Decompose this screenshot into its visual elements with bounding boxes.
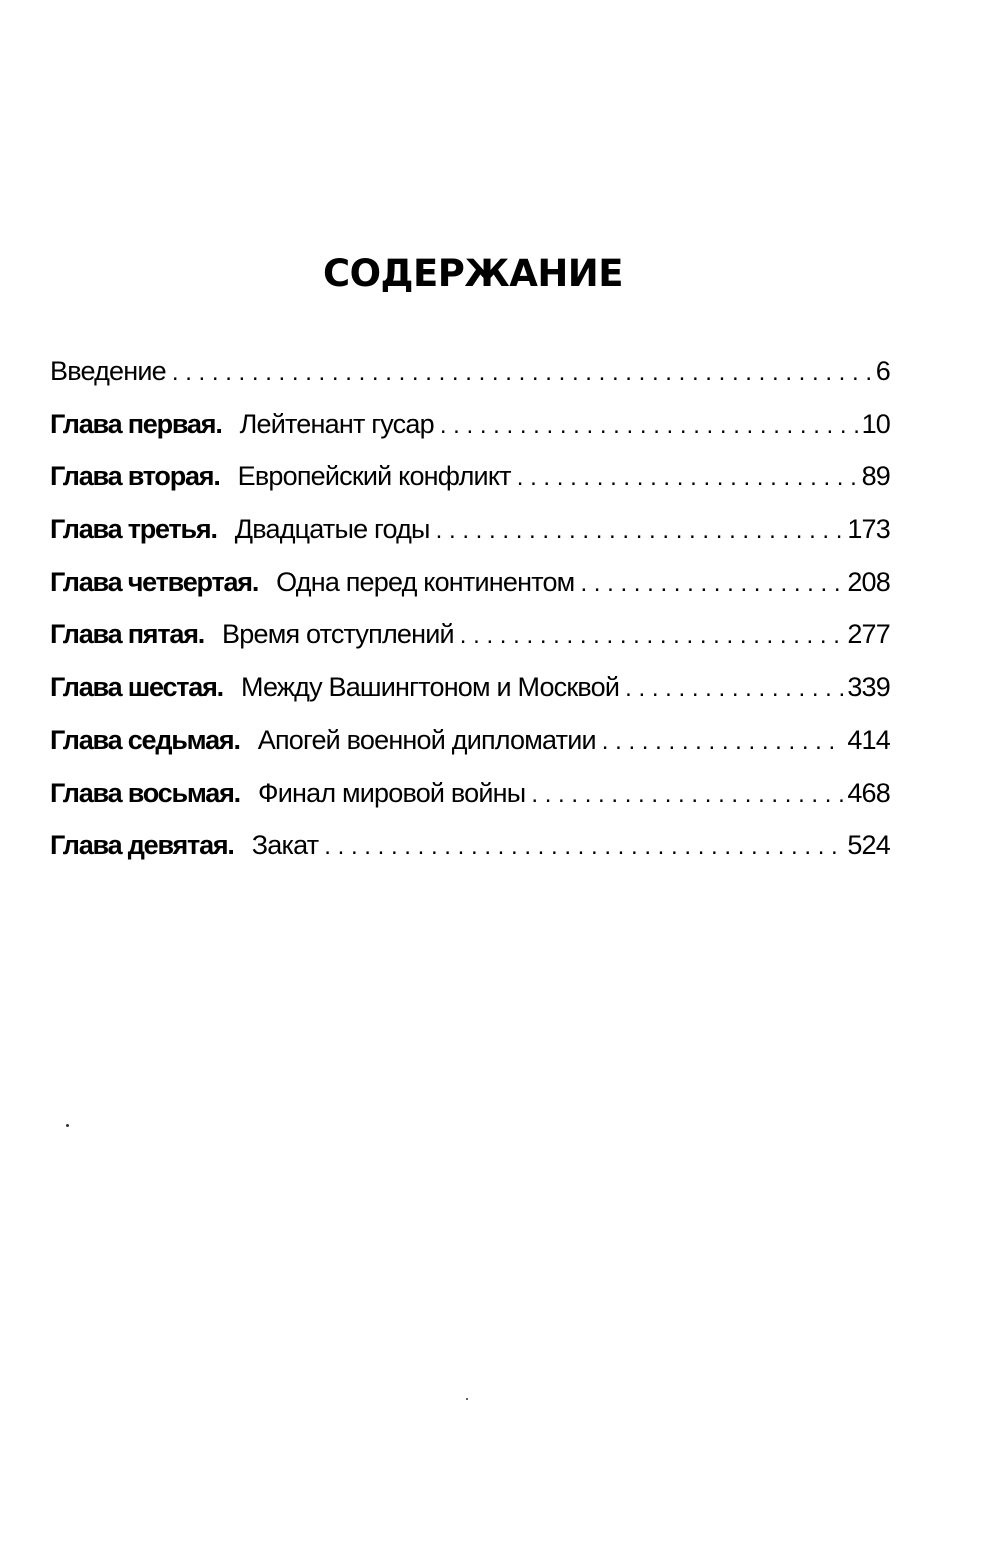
toc-entry-chapter: Глава пятая.	[50, 619, 205, 650]
dot-leader	[625, 663, 843, 714]
toc-title: СОДЕРЖАНИЕ	[322, 252, 624, 295]
toc-entry-page: 524	[847, 830, 890, 861]
toc-entry-chapter: Глава девятая.	[50, 830, 234, 861]
dot-leader	[602, 716, 844, 767]
toc-entry-name: Время отступлений	[222, 619, 454, 650]
toc-entry-introduction	[50, 345, 890, 398]
toc-entry-chapter: Глава вторая.	[50, 461, 220, 492]
toc-entry-name: Апогей военной дипломатии	[257, 724, 596, 755]
toc-entry-chapter: Глава шестая.	[50, 672, 223, 703]
toc-entry-page: 414	[847, 724, 890, 755]
dot-leader	[324, 821, 843, 872]
toc-entry-page: 10	[861, 408, 890, 439]
toc-entry-page: 208	[847, 566, 890, 597]
dot-leader	[580, 558, 843, 609]
toc-entry-page: 173	[847, 514, 890, 545]
toc-entry-chapter-5	[50, 608, 890, 661]
dot-leader	[531, 769, 843, 820]
toc-entry-chapter: Глава восьмая.	[50, 777, 240, 808]
toc-entry-name: Европейский конфликт	[237, 461, 511, 492]
toc-entry-page: 6	[875, 356, 890, 386]
dot-leader	[440, 400, 858, 451]
toc-entry-page: 89	[861, 461, 890, 492]
dot-leader	[517, 452, 858, 503]
toc-entry-name: Одна перед континентом	[276, 566, 575, 597]
dot-leader	[172, 347, 872, 398]
toc-entry-chapter: Глава первая.	[50, 408, 222, 439]
toc-entry-name: Двадцатые годы	[234, 514, 430, 545]
print-speck	[66, 1124, 69, 1127]
toc-entry-page: 339	[847, 672, 890, 703]
toc-entry-name: Финал мировой войны	[257, 777, 526, 808]
dot-leader	[436, 505, 844, 556]
toc-entry-chapter-9	[50, 819, 890, 872]
toc-entry-name: Между Вашингтоном и Москвой	[240, 672, 620, 703]
toc-entry-chapter-3	[50, 503, 890, 556]
toc-entry-chapter-8	[50, 767, 890, 820]
toc-entry-chapter: Глава седьмая.	[50, 724, 240, 755]
toc-entry-page: 277	[847, 619, 890, 650]
toc-entry-chapter-6	[50, 661, 890, 714]
print-speck	[466, 1398, 468, 1400]
toc-entry-name: Лейтенант гусар	[239, 408, 434, 439]
toc-entry-page: 468	[847, 777, 890, 808]
toc-list	[50, 345, 890, 872]
toc-entry-chapter-7	[50, 714, 890, 767]
dot-leader	[460, 610, 844, 661]
toc-entry-chapter-1	[50, 398, 890, 451]
toc-entry-chapter: Глава третья.	[50, 514, 217, 545]
toc-entry-chapter-2	[50, 450, 890, 503]
toc-entry-name: Введение	[50, 356, 166, 386]
toc-entry-chapter: Глава четвертая.	[50, 566, 259, 597]
toc-entry-chapter-4	[50, 556, 890, 609]
toc-entry-name: Закат	[251, 830, 319, 861]
